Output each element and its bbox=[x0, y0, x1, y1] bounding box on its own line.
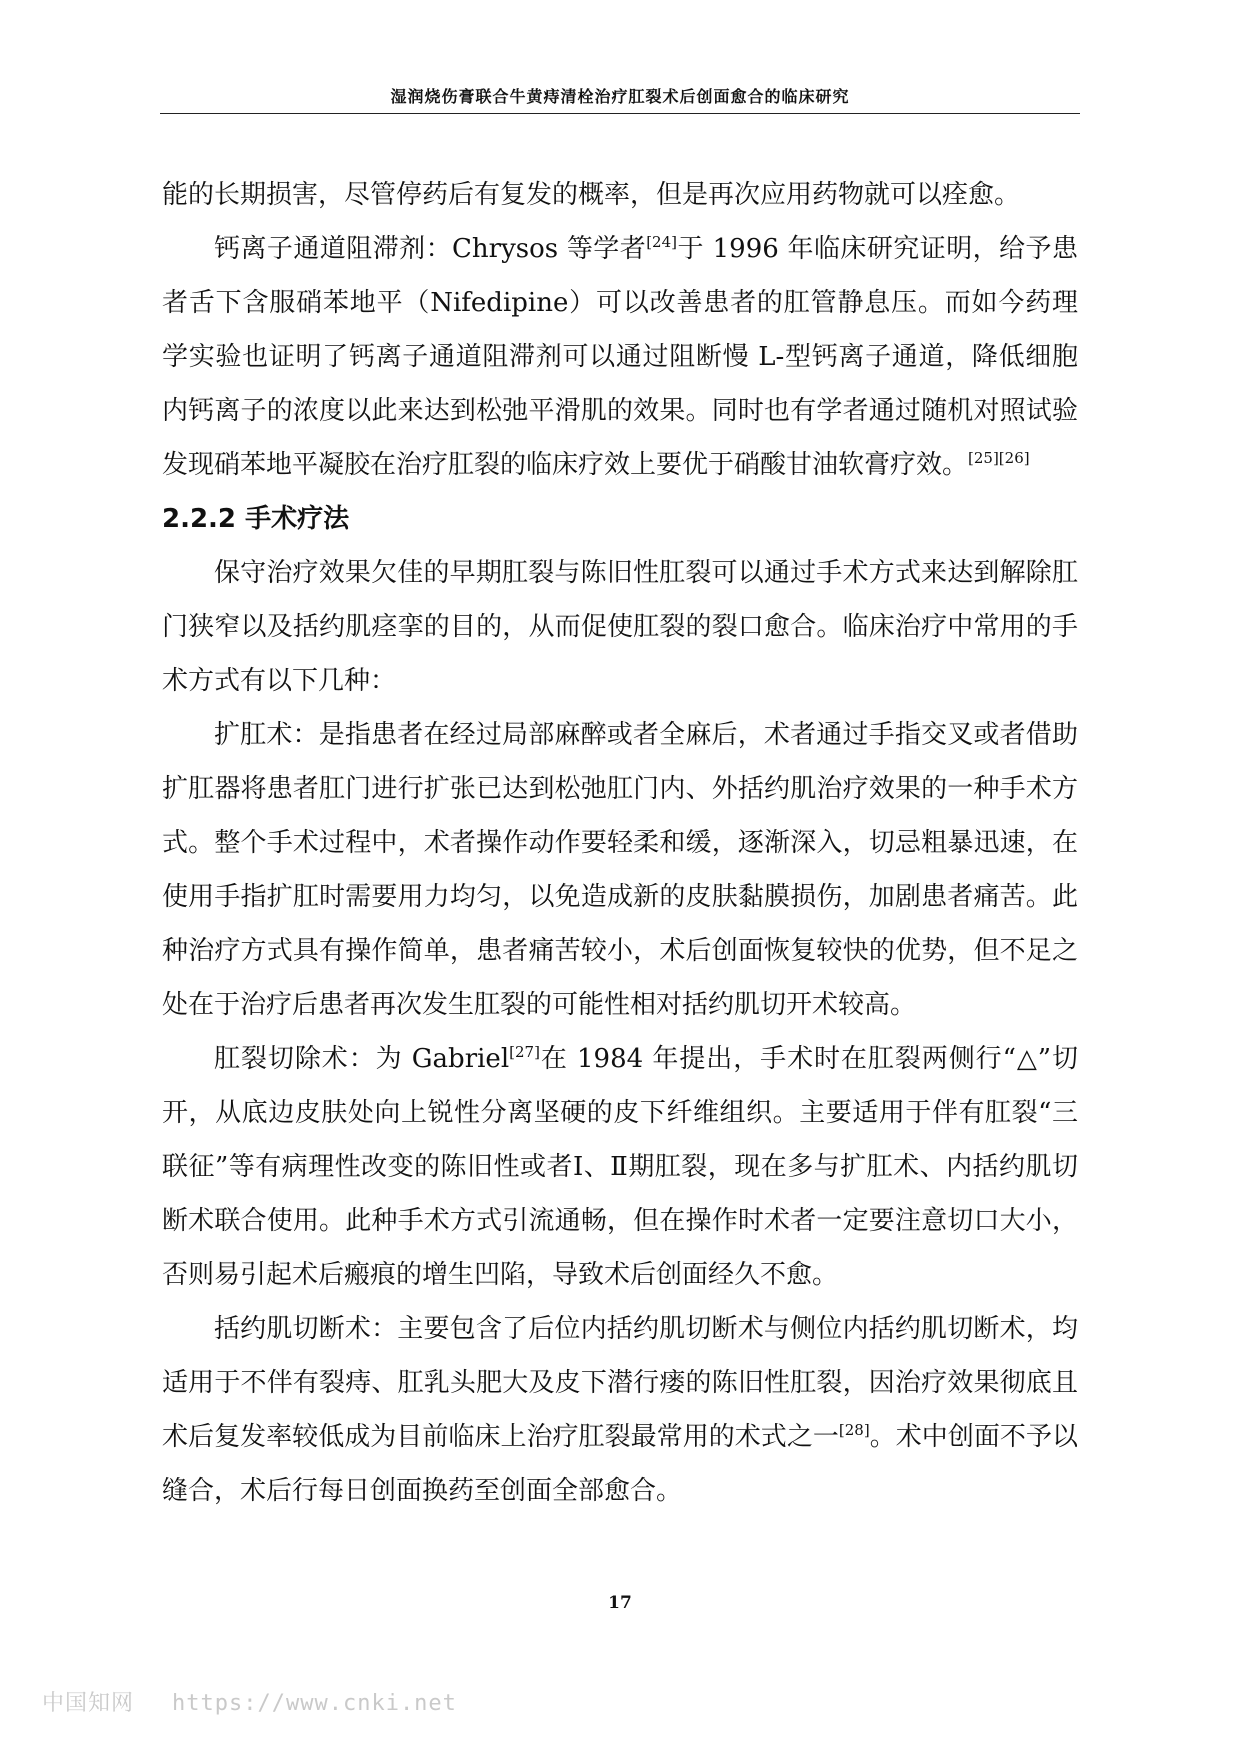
paragraph-text: 在 1984 年提出，手术时在肛裂两侧行“△”切开，从底边皮肤处向上锐性分离坚硬的皮下纤维组织。主要适用于伴有肛裂“三联征”等有病理性改变的陈旧性或者Ⅰ、Ⅱ期肛裂，现在多与扩肛术、内括约肌切断术联合使用。此种手术方式引流通畅，但在操作时术者一定要注意切口大小，否则易引起术后瘢痕的增生凹陷，导致术后创面经久不愈。 bbox=[162, 1044, 1078, 1290]
paragraph-text: 扩肛术：是指患者在经过局部麻醉或者全麻后，术者通过手指交叉或者借助扩肛器将患者肛门进行扩张已达到松弛肛门内、外括约肌治疗效果的一种手术方式。整个手术过程中，术者操作动作要轻柔和缓，逐渐深入，切忌粗暴迅速，在使用手指扩肛时需要用力均匀，以免造成新的皮肤黏膜损伤，加剧患者痛苦。此种治疗方式具有操作简单，患者痛苦较小，术后创面恢复较快的优势，但不足之处在于治疗后患者再次发生肛裂的可能性相对括约肌切开术较高。 bbox=[162, 720, 1078, 1020]
citation-ref: [25][26] bbox=[968, 449, 1030, 467]
paragraph-sphincterotomy bbox=[162, 1302, 1078, 1518]
cnki-watermark bbox=[42, 1686, 457, 1717]
paragraph-text: 钙离子通道阻滞剂：Chrysos 等学者 bbox=[214, 234, 647, 264]
paragraph-calcium-channel-blockers bbox=[162, 222, 1078, 492]
header-rule bbox=[160, 113, 1080, 114]
citation-ref: [27] bbox=[509, 1043, 540, 1061]
paragraph-continuation bbox=[162, 168, 1078, 222]
watermark-site-name: 中国知网 bbox=[42, 1691, 135, 1716]
paragraph-text: 括约肌切断术：主要包含了后位内括约肌切断术与侧位内括约肌切断术，均适用于不伴有裂痔、肛乳头肥大及皮下潜行瘘的陈旧性肛裂，因治疗效果彻底且术后复发率较低成为目前临床上治疗肛裂最常用的术式之一 bbox=[162, 1314, 1078, 1452]
paragraph-text: 肛裂切除术：为 Gabriel bbox=[214, 1044, 510, 1074]
paragraph-fissurectomy bbox=[162, 1032, 1078, 1302]
paragraph-text: 。术中创面不予以缝合，术后行每日创面换药至创面全部愈合。 bbox=[162, 1422, 1078, 1506]
paragraph-text: 于 1996 年临床研究证明，给予患者舌下含服硝苯地平（Nifedipine）可以改善患者的肛管静息压。而如今药理学实验也证明了钙离子通道阻滞剂可以通过阻断慢 L-型钙离子通道，降低细胞内钙离子的浓度以此来达到松弛平滑肌的效果。同时也有学者通过随机对照试验发现硝苯地平凝胶在治疗肛裂的临床疗效上要优于硝酸甘油软膏疗效。 bbox=[162, 234, 1078, 480]
page-number: 17 bbox=[608, 1593, 632, 1613]
citation-ref: [28] bbox=[838, 1421, 870, 1439]
running-header: 湿润烧伤膏联合牛黄痔清栓治疗肛裂术后创面愈合的临床研究 bbox=[390, 87, 850, 106]
section-heading: 2.2.2 手术疗法 bbox=[162, 504, 350, 534]
body-text bbox=[162, 168, 1078, 1518]
watermark-url: https://www.cnki.net bbox=[172, 1691, 457, 1716]
citation-ref: [24] bbox=[646, 233, 677, 251]
paragraph-surgery-intro bbox=[162, 546, 1078, 708]
paragraph-anal-dilation bbox=[162, 708, 1078, 1032]
paragraph-text: 保守治疗效果欠佳的早期肛裂与陈旧性肛裂可以通过手术方式来达到解除肛门狭窄以及括约肌痉挛的目的，从而促使肛裂的裂口愈合。临床治疗中常用的手术方式有以下几种： bbox=[162, 558, 1078, 696]
paragraph-text: 能的长期损害，尽管停药后有复发的概率，但是再次应用药物就可以痊愈。 bbox=[162, 180, 1021, 210]
